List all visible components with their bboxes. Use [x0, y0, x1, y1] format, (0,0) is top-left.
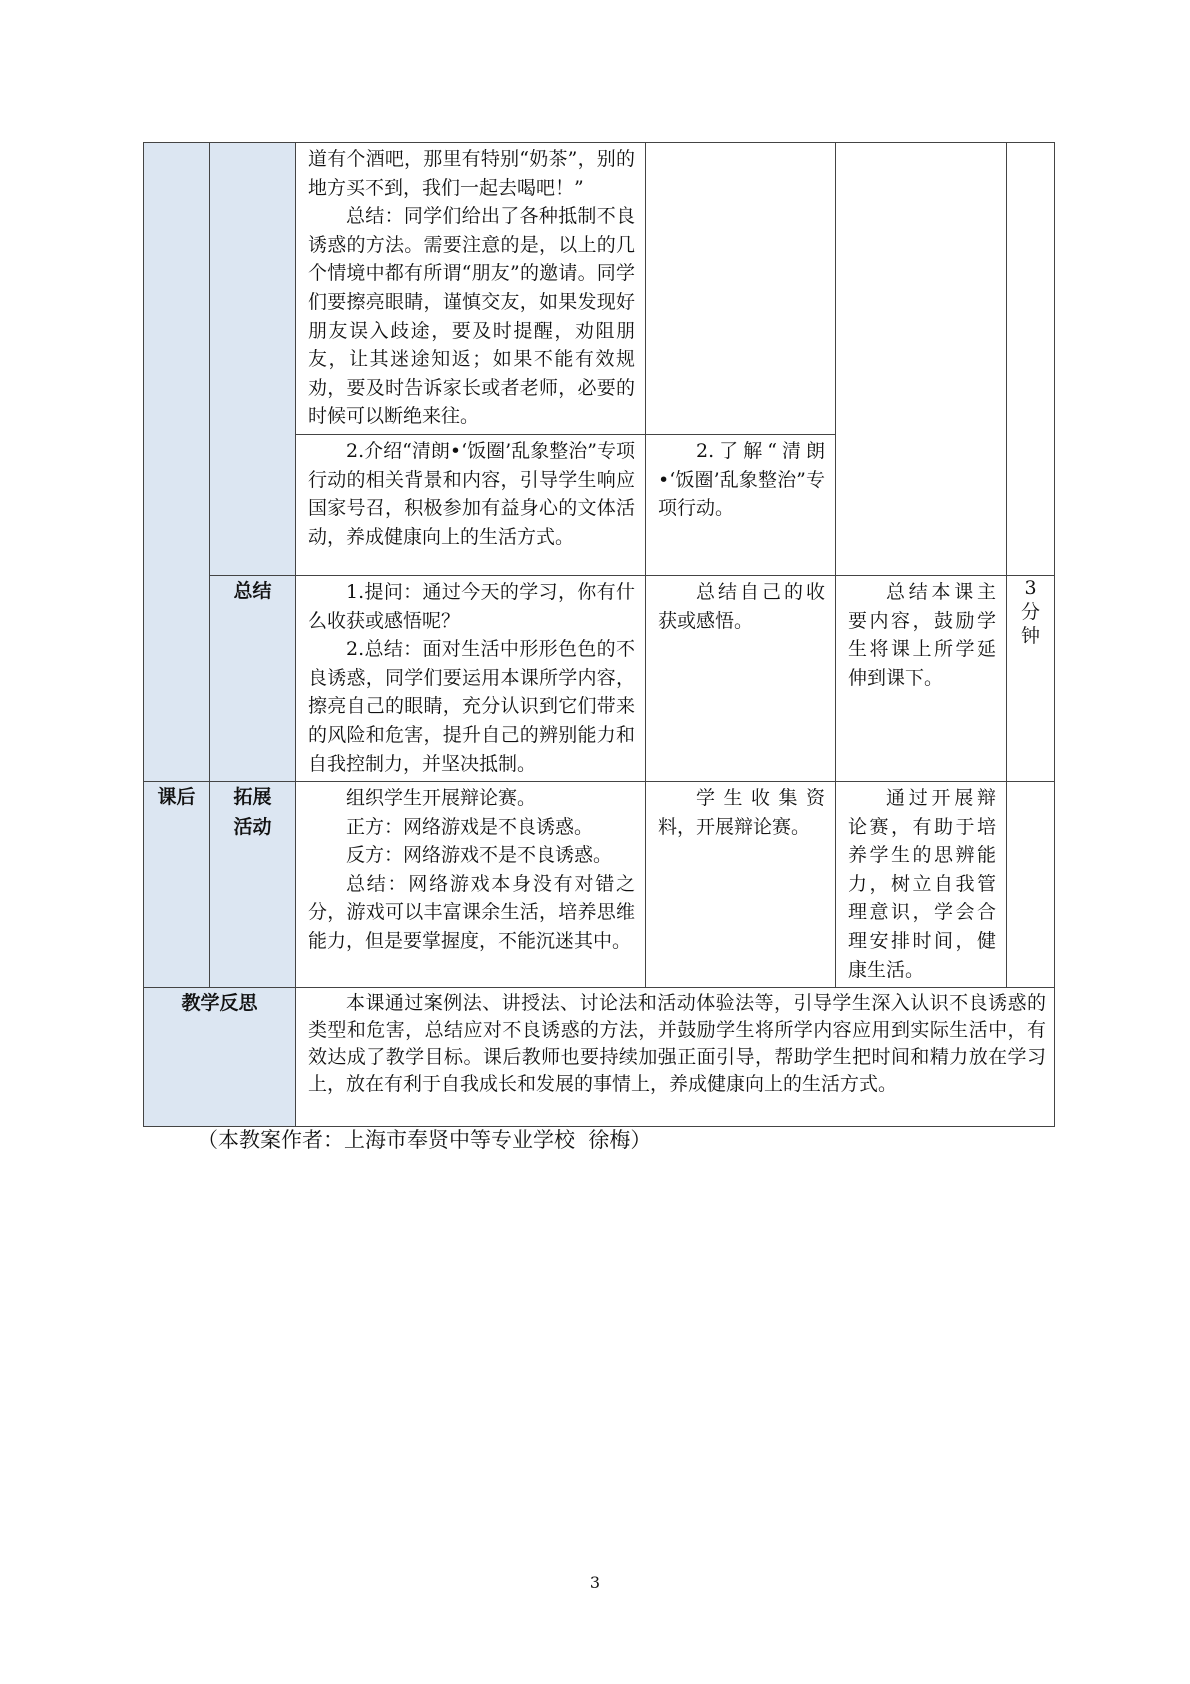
- teacher-text: 2.总结：面对生活中形形色色的不良诱惑，同学们要运用本课所学内容，擦亮自己的眼睛，充分认识到它们带来的风险和危害，提升自己的辨别能力和自我控制力，并坚决抵制。: [308, 638, 635, 775]
- table-row: [144, 988, 1055, 1127]
- table-row: [144, 575, 1055, 781]
- stage-cell: [144, 143, 210, 782]
- teacher-text: 2.介绍“清朗•‘饭圈’乱象整治”专项行动的相关背景和内容，引导学生响应国家号召，积极参加有益身心的文体活动，养成健康向上的生活方式。: [308, 439, 635, 548]
- reflection-text: 本课通过案例法、讲授法、讨论法和活动体验法等，引导学生深入认识不良诱惑的类型和危害，总结应对不良诱惑的方法，并鼓励学生将所学内容应用到实际生活中，有效达成了教学目标。课后教师也要持续加强正面引导，帮助学生把时间和精力放在学习上，放在有利于自我成长和发展的事情上，养成健康向上的生活方式。: [308, 992, 1046, 1096]
- table-row: [144, 782, 1055, 988]
- reflection-label: 教学反思: [144, 988, 296, 1127]
- teacher-text: 组织学生开展辩论赛。: [346, 787, 537, 810]
- teacher-text: 总结：网络游戏本身没有对错之分，游戏可以丰富课余生活，培养思维能力，但是要掌握度，不能沉迷其中。: [308, 872, 635, 953]
- teacher-text: 总结：同学们给出了各种抵制不良诱惑的方法。需要注意的是，以上的几个情境中都有所谓“朋友”的邀请。同学们要擦亮眼睛，谨慎交友，如果发现好朋友误入歧途，要及时提醒，劝阻朋友，让其迷途知返；如果不能有效规劝，要及时告诉家长或者老师，必要的时候可以断绝来往。: [308, 205, 635, 428]
- student-text: 总结自己的收获或感悟。: [658, 580, 825, 632]
- summary-label: 总结: [210, 575, 296, 781]
- teacher-text: 正方：网络游戏是不良诱惑。: [346, 815, 594, 838]
- activity-label: 拓展活动: [210, 782, 296, 988]
- stage-label: 课后: [144, 782, 210, 988]
- time-cell: [1007, 782, 1055, 988]
- student-text: 学生收集资料，开展辩论赛。: [658, 787, 825, 838]
- time-cell: [1007, 575, 1055, 781]
- teacher-activity-cell: [296, 782, 646, 988]
- student-text: 2.了解“清朗•‘饭圈’乱象整治”专项行动。: [658, 439, 825, 520]
- section-cell: [210, 143, 296, 576]
- student-activity-cell: [646, 434, 836, 575]
- time-cell: [1007, 143, 1055, 576]
- table-row: [144, 143, 1055, 435]
- design-intent-cell: [836, 143, 1007, 576]
- time-text: 3分钟: [1020, 576, 1040, 647]
- author-credit: （本教案作者：上海市奉贤中等专业学校 徐梅）: [197, 1128, 652, 1152]
- design-intent-cell: [836, 782, 1007, 988]
- student-activity-cell: [646, 782, 836, 988]
- teacher-activity-cell: [296, 575, 646, 781]
- lesson-plan-table: [143, 142, 1055, 1127]
- teacher-text: 反方：网络游戏不是不良诱惑。: [346, 844, 613, 867]
- teacher-activity-cell: [296, 143, 646, 435]
- student-activity-cell: [646, 575, 836, 781]
- teacher-activity-cell: [296, 434, 646, 575]
- design-intent-cell: [836, 575, 1007, 781]
- reflection-cell: [296, 988, 1055, 1127]
- teacher-text: 1.提问：通过今天的学习，你有什么收获或感悟呢？: [308, 580, 635, 632]
- intent-text: 通过开展辩论赛，有助于培养学生的思辨能力，树立自我管理意识，学会合理安排时间，健康生活。: [848, 787, 996, 981]
- page-number: 3: [589, 1573, 601, 1592]
- student-activity-cell: [646, 143, 836, 435]
- teacher-text: 道有个酒吧，那里有特别“奶茶”，别的地方买不到，我们一起去喝吧！”: [308, 148, 635, 199]
- intent-text: 总结本课主要内容，鼓励学生将课上所学延伸到课下。: [848, 580, 996, 689]
